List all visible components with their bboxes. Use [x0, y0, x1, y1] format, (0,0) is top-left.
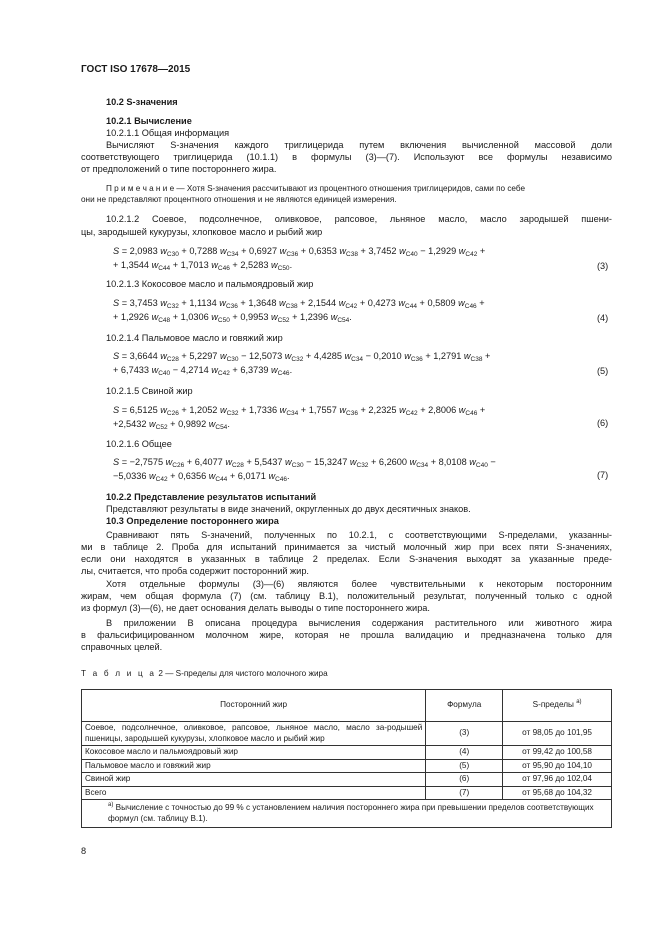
formula-6-line-2: +2,5432 $w_{C52} + 0,9892$ $w_{C54}$.: [113, 419, 230, 431]
formula-6-number: (6): [597, 418, 609, 428]
standard-header: ГОСТ ISO 17678—2015: [81, 64, 191, 75]
heading-10-2-1-2-line-1: 10.2.1.2 Соевое, подсолнечное, оливковое, рапсовое, льняное масло, масло зародышей пшени-: [106, 214, 612, 224]
para-10-3-3-line-1: В приложении В описана процедура вычисления содержания растительного или животного жира: [106, 618, 612, 628]
note-label: П р и м е ч а н и е: [106, 184, 175, 193]
table-row: [82, 759, 612, 773]
formula-4-number: (4): [597, 313, 609, 323]
cell-fat: Свиной жир: [82, 773, 426, 787]
header-formula: Формула: [426, 690, 503, 722]
para-1-line-2: соответствующего триглицерида (10.1.1) в формулы (3)—(7). Используют все формулы независимо: [81, 152, 612, 162]
table-row: [82, 786, 612, 800]
cell-fat: Всего: [82, 786, 426, 800]
table-2-caption-label: Т а б л и ц а: [81, 669, 157, 678]
formula-4-line-2: + 1,2926 $w_{C48} + 1,0306$ $w_{C50} + 0,9953$ $w_{C52} + 1,2396$ $w_{C54}$.: [113, 312, 352, 324]
cell-limits: от 98,05 до 101,95: [503, 722, 612, 746]
note: [106, 183, 612, 194]
cell-formula: (5): [426, 759, 503, 773]
table-2-caption-text: 2 — S-пределы для чистого молочного жира: [156, 669, 328, 678]
cell-fat: Соевое, подсолнечное, оливковое, рапсовое, льняное масло, масло за-родышей пшеницы, зародышей кукурузы, хлопковое масло и рыбий жир: [82, 722, 426, 746]
header-limits: S-пределы $^{а)}$: [503, 690, 612, 722]
section-10-2-2-title: 10.2.2 Представление результатов испытаний: [106, 492, 317, 502]
table-row: [82, 773, 612, 787]
section-10-3-title: 10.3 Определение постороннего жира: [106, 516, 279, 526]
heading-10-2-1-4: 10.2.1.4 Пальмовое масло и говяжий жир: [106, 333, 283, 343]
formula-3-line-1: S = 2,0983 $w_{C30} + 0,7288$ $w_{C34} + 0,6927$ $w_{C36} + 0,6353$ $w_{C38} + 3,7452$ $w_{C40} - 1,2929$ $w_{C42}$ +: [113, 246, 486, 258]
para-10-3-2-line-2: жирам, чем общая формула (7) (см. таблицу В.1), положительный результат, полученный только с одной: [81, 591, 612, 601]
table-2-caption: [81, 668, 328, 679]
formula-6-line-1: S = 6,5125 $w_{C26} + 1,2052$ $w_{C32} + 1,7336$ $w_{C34} + 1,7557$ $w_{C36} + 2,2325$ $w_{C42} + 2,8006$ $w_{C46}$ +: [113, 405, 486, 417]
formula-7-line-1: S = −2,7575 $w_{C26} + 6,4077$ $w_{C28} + 5,5437$ $w_{C30} - 15,3247$ $w_{C32} + 6,2600$ $w_{C34} + 8,0108$ $w_{C40}$ −: [113, 457, 496, 469]
section-10-2-1-1-title: 10.2.1.1 Общая информация: [106, 128, 230, 138]
table-footnote: $^{а)}$ Вычисление с точностью до 99 % с установлением наличия постороннего жира при превышении пределов соответствующих формул (см. таблицу В.1).: [82, 800, 612, 828]
para-10-3-3-line-3: справочных целей.: [81, 642, 163, 652]
para-10-3-2-line-1: Хотя отдельные формулы (3)—(6) являются более чувствительными к некоторым посторонним: [106, 579, 612, 589]
section-10-2-1-title: 10.2.1 Вычисление: [106, 116, 192, 126]
cell-limits: от 95,68 до 104,32: [503, 786, 612, 800]
table-row: [82, 746, 612, 760]
formula-4-line-1: S = 3,7453 $w_{C32} + 1,1134$ $w_{C36} + 1,3648$ $w_{C38} + 2,1544$ $w_{C42} + 0,4273$ $w_{C44} + 0,5809$ $w_{C46}$ +: [113, 298, 485, 310]
cell-fat: Пальмовое масло и говяжий жир: [82, 759, 426, 773]
cell-limits: от 97,96 до 102,04: [503, 773, 612, 787]
para-10-3-1-line-1: Сравнивают пять S-значений, полученных по 10.2.1, с соответствующими S-пределами, указанны-: [106, 530, 612, 540]
formula-5-line-1: S = 3,6644 $w_{C28} + 5,2297$ $w_{C30} - 12,5073$ $w_{C32} + 4,4285$ $w_{C34} - 0,2010$ $w_{C36} + 1,2791$ $w_{C38}$ +: [113, 351, 491, 363]
para-10-3-1-line-3: если они находятся в указанных в таблице 2 пределах. Если S-значения выходят за указанные преде-: [81, 554, 612, 564]
note-line-2: они не представляют процентного отношения и не являются единицей измерения.: [81, 195, 397, 204]
page-number: 8: [81, 846, 87, 856]
cell-fat: Кокосовое масло и пальмоядровый жир: [82, 746, 426, 760]
para-10-3-2-line-3: из формул (3)—(6), не дает основания делать выводы о типе постороннего жира.: [81, 603, 430, 613]
formula-7-number: (7): [597, 470, 609, 480]
heading-10-2-1-6: 10.2.1.6 Общее: [106, 439, 172, 449]
cell-formula: (4): [426, 746, 503, 760]
para-10-3-1-line-4: лы, считается, что проба содержит посторонний жир.: [81, 566, 309, 576]
para-1-line-1: Вычисляют S-значения каждого триглицерида путем включения вычисленной массовой доли: [106, 140, 612, 150]
section-10-2-title: 10.2 S-значения: [106, 97, 178, 107]
section-10-2-2-text: Представляют результаты в виде значений, округленных до двух десятичных знаков.: [106, 504, 471, 514]
formula-5-line-2: + 6,7433 $w_{C40} - 4,2714$ $w_{C42} + 6,3739$ $w_{C46}$.: [113, 365, 293, 377]
para-10-3-1-line-2: ми в таблице 2. Проба для испытаний принимается за чистый молочный жир при всех пяти S-значениях,: [81, 542, 612, 552]
heading-10-2-1-3: 10.2.1.3 Кокосовое масло и пальмоядровый жир: [106, 279, 314, 289]
formula-3-line-2: + 1,3544 $w_{C44} + 1,7013$ $w_{C46} + 2,5283$ $w_{C50}$.: [113, 260, 293, 272]
cell-limits: от 95,90 до 104,10: [503, 759, 612, 773]
cell-limits: от 99,42 до 100,58: [503, 746, 612, 760]
formula-7-line-2: −5,0336 $w_{C42} + 0,6356$ $w_{C44} + 6,0171$ $w_{C46}$.: [113, 471, 290, 483]
cell-formula: (7): [426, 786, 503, 800]
formula-3-number: (3): [597, 261, 609, 271]
cell-formula: (3): [426, 722, 503, 746]
cell-formula: (6): [426, 773, 503, 787]
para-1-line-3: от предположений о типе постороннего жира.: [81, 164, 277, 174]
table-header-row: [82, 690, 612, 722]
formula-5-number: (5): [597, 366, 609, 376]
header-fat: Посторонний жир: [82, 690, 426, 722]
heading-10-2-1-5: 10.2.1.5 Свиной жир: [106, 386, 193, 396]
heading-10-2-1-2-line-2: цы, зародышей кукурузы, хлопковое масло и рыбий жир: [81, 227, 323, 237]
note-line-1: — Хотя S-значения рассчитывают из процентного отношения триглицеридов, сами по себе: [174, 184, 526, 193]
table-2: [81, 689, 612, 828]
table-footnote-row: [82, 800, 612, 828]
table-row: [82, 722, 612, 746]
para-10-3-3-line-2: в фальсифицированном молочном жире, которая не прошла валидацию и предназначена только для: [81, 630, 612, 640]
